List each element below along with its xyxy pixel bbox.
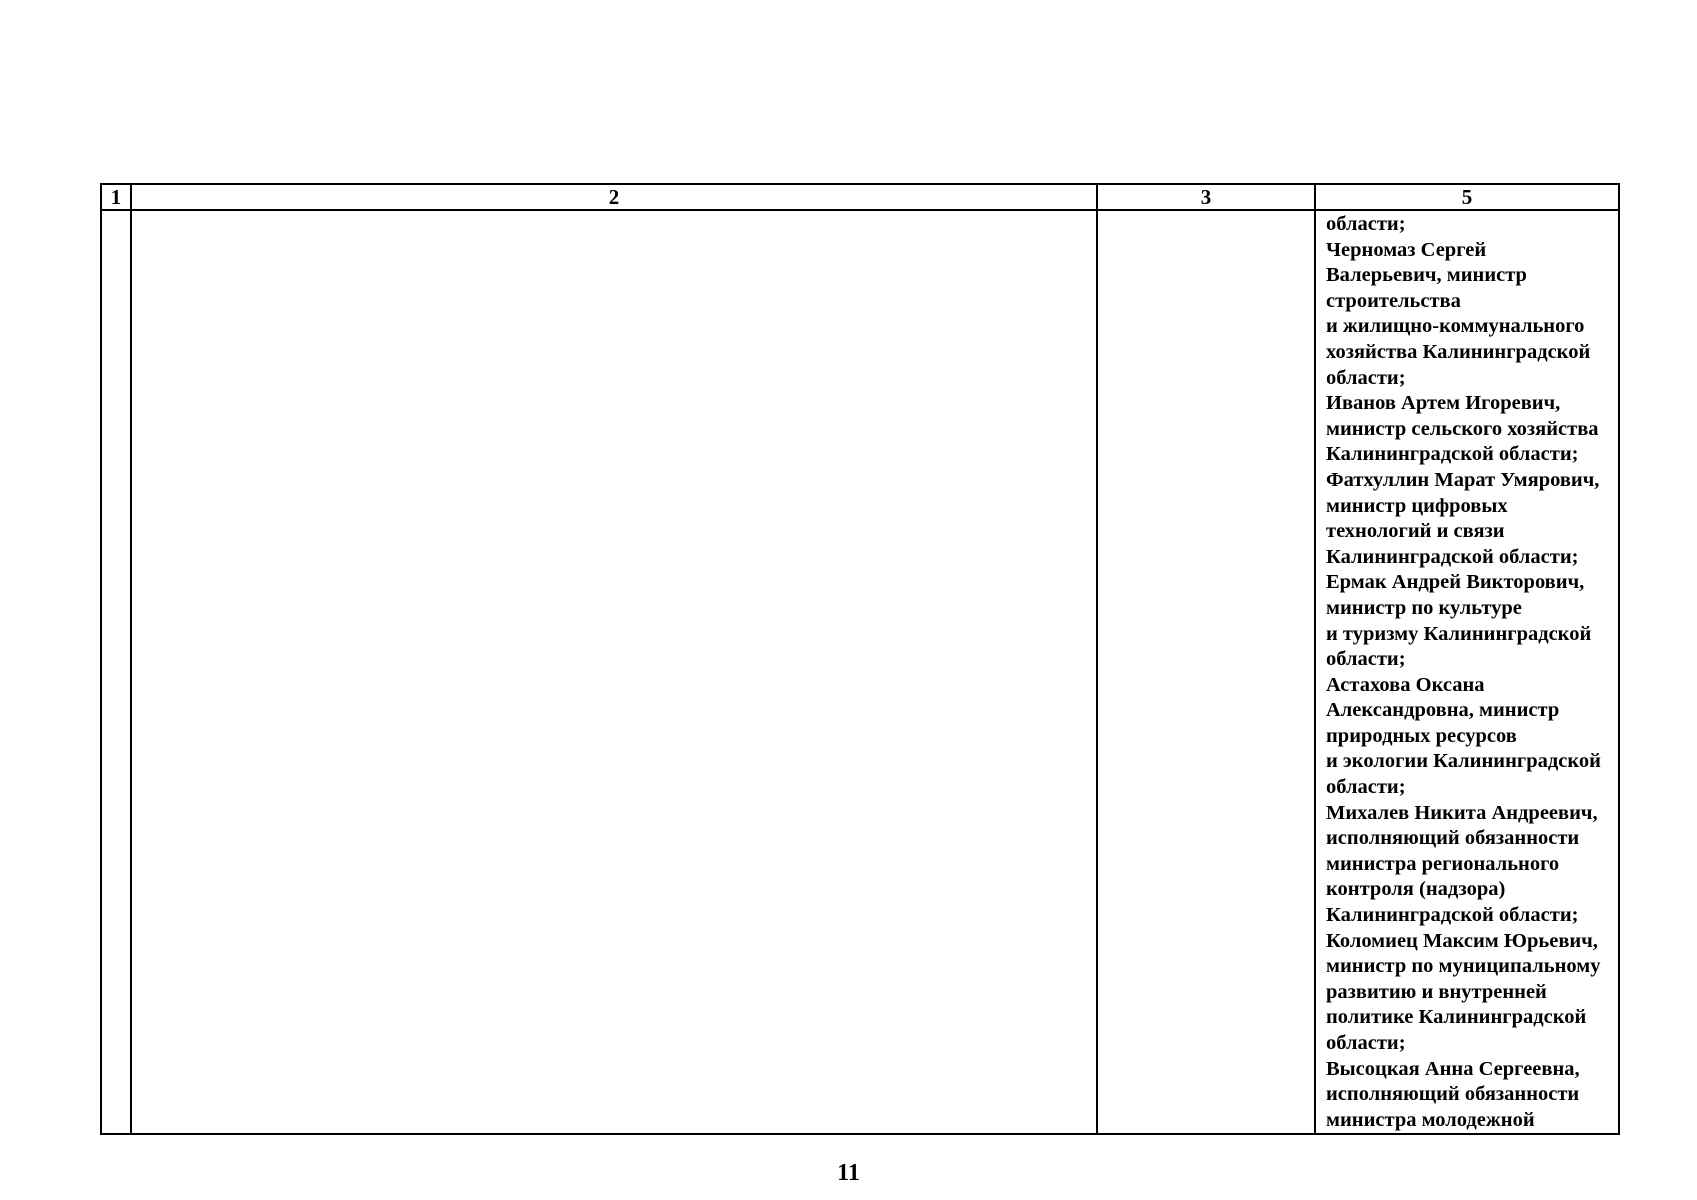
text-line: технологий и связи — [1326, 520, 1505, 543]
text-line: Фатхуллин Марат Умярович, — [1326, 468, 1600, 491]
header-col-1: 1 — [101, 184, 131, 210]
text-line: Иванов Артем Игоревич, — [1326, 392, 1561, 415]
text-line: Ермак Андрей Викторович, — [1326, 571, 1585, 594]
text-line: хозяйства Калининградской — [1326, 340, 1591, 363]
text-line: Черномаз Сергей — [1326, 238, 1487, 261]
text-line: области; — [1326, 1032, 1406, 1054]
text-line: министр по муниципальному — [1326, 955, 1601, 978]
text-line: Коломиец Максим Юрьевич, — [1326, 929, 1598, 952]
text-line: министр цифровых — [1326, 494, 1508, 517]
text-line: политике Калининградской — [1326, 1006, 1587, 1029]
text-line: области; — [1326, 648, 1406, 671]
document-table — [100, 183, 1620, 1135]
text-line: Александровна, министр — [1326, 699, 1560, 722]
text-line: Калининградской области; — [1326, 904, 1579, 927]
text-line: области; — [1326, 213, 1406, 235]
text-line: министра регионального — [1326, 852, 1560, 875]
text-line: министр сельского хозяйства — [1326, 417, 1599, 440]
text-line: и туризму Калининградской — [1326, 622, 1592, 645]
text-line: исполняющий обязанности — [1326, 827, 1580, 850]
page-number: 11 — [837, 1160, 860, 1186]
header-col-2: 2 — [131, 184, 1097, 210]
table-row — [101, 210, 1619, 1134]
cell-col-1 — [101, 210, 131, 1134]
text-line: исполняющий обязанности — [1326, 1083, 1580, 1106]
header-col-3: 3 — [1097, 184, 1315, 210]
text-line: Калининградской области; — [1326, 545, 1579, 568]
cell-col-2 — [131, 210, 1097, 1134]
text-line: строительства — [1326, 289, 1461, 312]
cell-col-5 — [1315, 210, 1619, 1134]
text-line: Астахова Оксана — [1326, 673, 1485, 696]
text-line: природных ресурсов — [1326, 724, 1517, 747]
text-line: и экологии Калининградской — [1326, 750, 1601, 773]
text-line: и жилищно-коммунального — [1326, 315, 1585, 338]
text-line: области; — [1326, 776, 1406, 799]
text-line: министр по культуре — [1326, 596, 1522, 619]
text-line: Калининградской области; — [1326, 443, 1579, 466]
text-line: Валерьевич, министр — [1326, 264, 1527, 287]
text-line: контроля (надзора) — [1326, 878, 1506, 901]
text-line: Высоцкая Анна Сергеевна, — [1326, 1057, 1580, 1080]
text-line: министра молодежной — [1326, 1108, 1535, 1131]
text-line: области; — [1326, 366, 1406, 389]
cell-col-3 — [1097, 210, 1315, 1134]
header-col-5: 5 — [1315, 184, 1619, 210]
header-row — [101, 184, 1619, 210]
text-line: Михалев Никита Андреевич, — [1326, 801, 1598, 824]
text-line: развитию и внутренней — [1326, 980, 1547, 1003]
